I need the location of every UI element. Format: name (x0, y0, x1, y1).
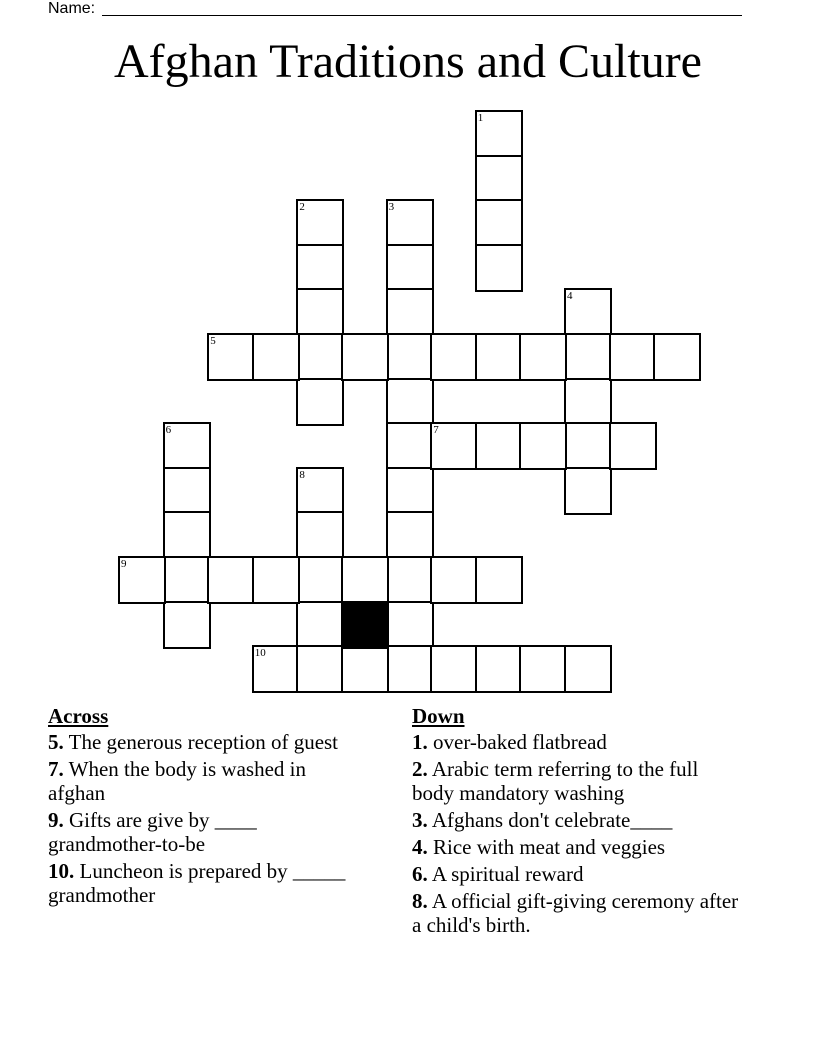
crossword-cell[interactable] (163, 467, 211, 515)
crossword-cell[interactable] (386, 288, 434, 336)
clue-number: 6. (412, 862, 428, 886)
across-heading: Across (48, 704, 109, 728)
crossword-cell[interactable] (386, 645, 434, 693)
crossword-cell[interactable] (386, 601, 434, 649)
down-clue (412, 757, 742, 805)
clue-text: Arabic term referring to the full body mandatory washing (412, 757, 699, 805)
clue-text: When the body is washed in afghan (48, 757, 306, 805)
clue-number-label: 1 (477, 112, 484, 124)
crossword-cell[interactable] (564, 645, 612, 693)
down-heading: Down (412, 704, 465, 728)
crossword-cell[interactable] (564, 288, 612, 336)
crossword-cell[interactable] (475, 155, 523, 203)
clue-number-label: 3 (388, 201, 395, 214)
clue-text: A official gift-giving ceremony after a child's birth. (412, 889, 739, 937)
crossword-cell[interactable] (252, 556, 300, 604)
crossword-cell[interactable] (564, 467, 612, 515)
crossword-cell[interactable] (653, 333, 701, 381)
crossword-cell[interactable] (475, 422, 523, 470)
crossword-cell[interactable] (252, 333, 300, 381)
crossword-cell[interactable] (296, 333, 344, 381)
clue-text: Luncheon is prepared by _____ grandmother (48, 859, 346, 907)
crossword-cell[interactable] (386, 467, 434, 515)
clue-number-label: 6 (165, 424, 172, 437)
crossword-cell[interactable] (609, 422, 657, 470)
down-clue (412, 862, 742, 886)
crossword-cell[interactable] (207, 333, 255, 381)
crossword-cell[interactable] (386, 422, 434, 470)
crossword-cell[interactable] (564, 333, 612, 381)
clue-number: 7. (48, 757, 64, 781)
across-clue (48, 730, 368, 754)
clue-number-label: 2 (299, 201, 305, 214)
clue-number-label: 5 (210, 335, 216, 347)
crossword-cell[interactable] (519, 333, 567, 381)
down-clue (412, 889, 742, 937)
clue-text: The generous reception of guest (63, 730, 339, 754)
crossword-cell[interactable] (519, 422, 567, 470)
crossword-cell[interactable] (430, 333, 478, 381)
clue-number: 2. (412, 757, 428, 781)
crossword-cell[interactable] (296, 556, 344, 604)
crossword-cell[interactable] (207, 556, 255, 604)
crossword-cell[interactable] (519, 645, 567, 693)
crossword-cell[interactable] (386, 333, 434, 381)
crossword-cell[interactable] (163, 556, 211, 604)
crossword-cell[interactable] (475, 556, 523, 604)
clue-number: 4. (412, 835, 428, 859)
crossword-cell[interactable] (386, 511, 434, 559)
clue-text: Afghans don't celebrate____ (427, 808, 673, 832)
crossword-cell[interactable] (386, 199, 434, 247)
crossword-cell[interactable] (341, 333, 389, 381)
clue-number-label: 9 (121, 558, 127, 570)
crossword-cell[interactable] (296, 511, 344, 559)
crossword-cell[interactable] (296, 244, 344, 292)
clue-text: Gifts are give by ____ grandmother-to-be (48, 808, 257, 856)
crossword-cell[interactable] (430, 422, 478, 470)
clue-number: 1. (412, 730, 428, 754)
crossword-cell[interactable] (430, 556, 478, 604)
crossword-cell[interactable] (163, 422, 211, 470)
crossword-cell[interactable] (296, 467, 344, 515)
clue-number: 5. (48, 730, 64, 754)
down-clue (412, 808, 742, 832)
crossword-cell[interactable] (296, 199, 344, 247)
clue-number-label: 7 (433, 424, 439, 437)
crossword-cell[interactable] (475, 110, 523, 158)
crossword-cell[interactable] (386, 378, 434, 426)
crossword-cell[interactable] (386, 244, 434, 292)
clue-number: 3. (412, 808, 428, 832)
crossword-cell[interactable] (430, 645, 478, 693)
crossword-cell[interactable] (252, 645, 300, 693)
crossword-cell[interactable] (475, 645, 523, 693)
clue-number-label: 8 (299, 468, 305, 481)
crossword-cell[interactable] (341, 645, 389, 693)
clue-number: 9. (48, 808, 64, 832)
clue-text: Rice with meat and veggies (427, 835, 666, 859)
clue-number-label: 4 (567, 290, 573, 303)
clue-text: over-baked flatbread (427, 730, 607, 754)
crossword-cell[interactable] (475, 244, 523, 292)
crossword-cell[interactable] (118, 556, 166, 604)
crossword-cell[interactable] (296, 288, 344, 336)
black-cell (341, 601, 389, 649)
down-clue (412, 730, 742, 754)
crossword-cell[interactable] (163, 511, 211, 559)
crossword-cell[interactable] (163, 601, 211, 649)
crossword-cell[interactable] (341, 556, 389, 604)
page-title: Afghan Traditions and Culture (114, 35, 702, 88)
crossword-cell[interactable] (475, 199, 523, 247)
clue-text: A spiritual reward (427, 862, 584, 886)
across-clue (48, 808, 368, 856)
crossword-cell[interactable] (609, 333, 657, 381)
crossword-cell[interactable] (564, 378, 612, 426)
down-clue (412, 835, 742, 859)
crossword-cell[interactable] (296, 645, 344, 693)
down-clues (412, 704, 742, 940)
crossword-cell[interactable] (564, 422, 612, 470)
clue-number: 10. (48, 859, 75, 883)
crossword-cell[interactable] (296, 378, 344, 426)
clue-number: 8. (412, 889, 428, 913)
crossword-cell[interactable] (296, 601, 344, 649)
clue-number-label: 10 (254, 647, 266, 660)
crossword-cell[interactable] (386, 556, 434, 604)
name-label: Name: (48, 0, 96, 17)
across-clues (48, 704, 368, 910)
crossword-cell[interactable] (475, 333, 523, 381)
across-clue (48, 859, 368, 907)
across-clue (48, 757, 368, 805)
